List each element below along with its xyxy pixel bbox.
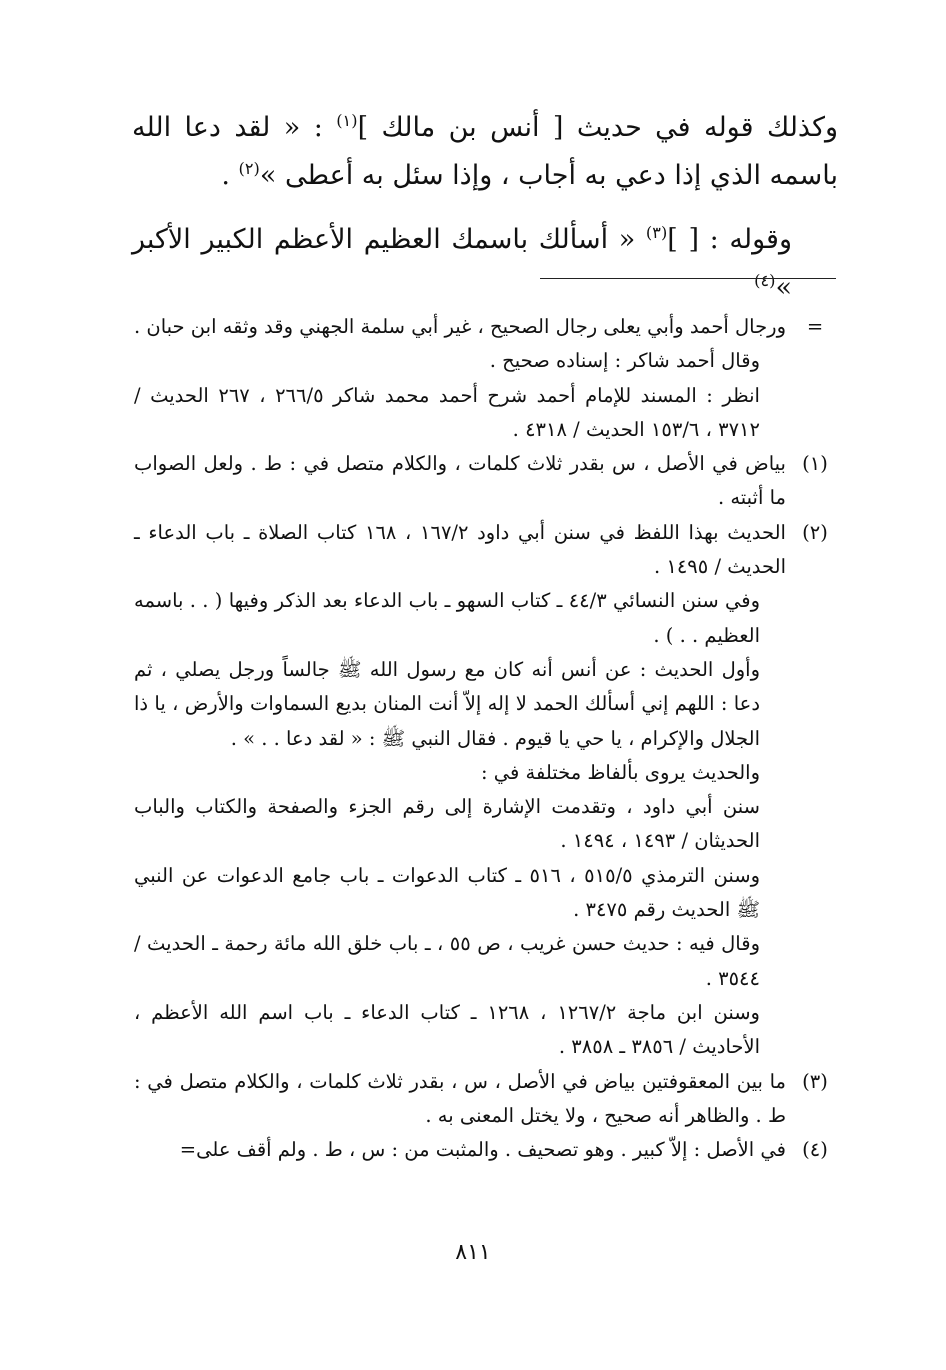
footnote-marker: (١)	[802, 452, 828, 476]
paragraph-text: « أسألك باسمك العظيم الأعظم الكبير الأكبر »	[132, 224, 792, 303]
footnote-text: ورجال أحمد وأبي يعلى رجال الصحيح ، غير أبي سلمة الجهني وقد وثقه ابن حبان .	[134, 315, 786, 338]
footnote-text: وأول الحديث : عن أنس أنه كان مع رسول الله ﷺ جالساً ورجل يصلي ، ثم دعا : اللهم إني أسألك الحمد لا إله إلاّ أنت المنان بديع السماوات والأرض ، يا ذا الجلال والإكرام ، يا حي يا قيوم . فقال النبي ﷺ : « لقد دعا . . » .	[134, 657, 760, 750]
main-text	[132, 104, 838, 312]
main-paragraph-2	[132, 216, 838, 312]
footnote	[134, 1133, 838, 1167]
footnote-marker: (٤)	[802, 1138, 828, 1162]
footnote-marker: (٢)	[802, 520, 828, 544]
footnote-text: وسنن الترمذي ٥١٥/٥ ، ٥١٦ ـ كتاب الدعوات ـ باب جامع الدعوات عن النبي ﷺ الحديث رقم ٣٤٧٥ .	[134, 863, 760, 922]
footnote-text: والحديث يروى بألفاظ مختلفة في :	[480, 760, 760, 784]
footnote	[134, 516, 838, 1065]
main-paragraph-1	[132, 104, 838, 200]
footnote-text: في الأصل : إلاّ كبير . وهو تصحيف . والمثبت من : س ، ط . ولم أقف على=	[179, 1138, 786, 1162]
paragraph-text: : « لقد دعا الله باسمه الذي إذا دعي به أجاب ، وإذا سئل به أعطى »	[132, 112, 838, 191]
footnote-text: بياض في الأصل ، س بقدر ثلاث كلمات ، والكلام متصل في : ط . ولعل الصواب ما أثبته .	[134, 452, 786, 510]
footnote-ref: (١)	[336, 111, 358, 130]
footnote-ref: (٢)	[238, 159, 260, 178]
footnote-text: وقال فيه : حديث حسن غريب ، ص ٥٥ ، ـ باب خلق الله مائة رحمة ـ الحديث / ٣٥٤٤ .	[134, 932, 760, 990]
footnote-text: انظر : المسند للإمام أحمد شرح أحمد محمد شاكر ٢٦٦/٥ ، ٢٦٧ الحديث / ٣٧١٢ ، ١٥٣/٦ الحديث / ٤٣١٨ .	[134, 383, 760, 441]
footnote-text: وقال أحمد شاكر : إسناده صحيح .	[489, 349, 760, 373]
footnote-text: ما بين المعقوفتين بياض في الأصل ، س ، بقدر ثلاث كلمات ، والكلام متصل في : ط . والظاهر أنه صحيح ، ولا يختل المعنى به .	[134, 1069, 786, 1127]
footnote	[134, 310, 838, 447]
footnote-text: وفي سنن النسائي ٤٤/٣ ـ كتاب السهو ـ باب الدعاء بعد الذكر وفيها ( . . باسمه العظيم . . ) .	[134, 589, 760, 647]
footnote-text: سنن أبي داود ، وتقدمت الإشارة إلى رقم الجزء والصفحة والكتاب والباب الحديثان / ١٤٩٣ ، ١٤٩٤ .	[134, 795, 760, 853]
paragraph-text: .	[221, 160, 239, 191]
page-number: ٨١١	[455, 1240, 491, 1265]
footnote	[134, 1065, 838, 1134]
footnote-marker: =	[806, 315, 824, 338]
paragraph-text: وقوله : [ ]	[667, 224, 792, 255]
footnote-ref: (٤)	[754, 271, 776, 290]
footnote-separator	[540, 278, 836, 279]
footnote-text: الحديث بهذا اللفظ في سنن أبي داود ١٦٧/٢ ، ١٦٨ كتاب الصلاة ـ باب الدعاء ـ الحديث / ١٤٩٥ .	[134, 520, 786, 579]
paragraph-text: وكذلك قوله في حديث [ أنس بن مالك ]	[357, 112, 838, 143]
footnote	[134, 447, 838, 516]
footnote-ref: (٣)	[645, 223, 668, 242]
footnote-text: وسنن ابن ماجة ١٢٦٧/٢ ، ١٢٦٨ ـ كتاب الدعاء ـ باب اسم الله الأعظم ، الأحاديث / ٣٨٥٦ ـ ٣٨٥٨ .	[134, 1000, 760, 1059]
footnote-marker: (٣)	[802, 1069, 828, 1093]
footnotes	[134, 310, 838, 1167]
